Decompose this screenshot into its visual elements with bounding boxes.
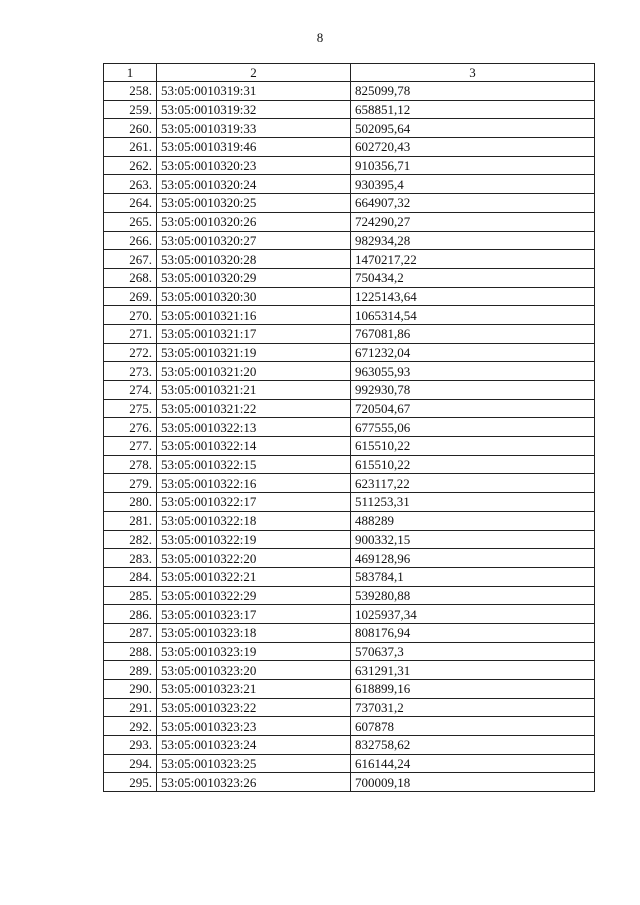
- row-number: 262.: [104, 156, 157, 175]
- table-row: [104, 773, 595, 792]
- row-number: 286.: [104, 605, 157, 624]
- cadastral-value: 700009,18: [351, 773, 595, 792]
- cadastral-value: 511253,31: [351, 493, 595, 512]
- cadastral-number: 53:05:0010321:17: [157, 324, 351, 343]
- cadastral-number: 53:05:0010322:18: [157, 511, 351, 530]
- table-row: [104, 717, 595, 736]
- cadastral-number: 53:05:0010319:33: [157, 119, 351, 138]
- cadastral-value: 825099,78: [351, 82, 595, 101]
- table-row: [104, 680, 595, 699]
- row-number: 273.: [104, 362, 157, 381]
- row-number: 292.: [104, 717, 157, 736]
- table-row: [104, 138, 595, 157]
- cadastral-number: 53:05:0010320:30: [157, 287, 351, 306]
- cadastral-number: 53:05:0010321:22: [157, 399, 351, 418]
- table-header: [104, 64, 595, 82]
- cadastral-value: 677555,06: [351, 418, 595, 437]
- cadastral-value: 963055,93: [351, 362, 595, 381]
- cadastral-value: 671232,04: [351, 343, 595, 362]
- cadastral-value: 631291,31: [351, 661, 595, 680]
- cadastral-number: 53:05:0010323:21: [157, 680, 351, 699]
- row-number: 271.: [104, 324, 157, 343]
- cadastral-value: 623117,22: [351, 474, 595, 493]
- table-row: [104, 530, 595, 549]
- row-number: 277.: [104, 437, 157, 456]
- table-row: [104, 231, 595, 250]
- table-row: [104, 418, 595, 437]
- table-row: [104, 567, 595, 586]
- cadastral-table: [103, 63, 595, 792]
- table-row: [104, 306, 595, 325]
- cadastral-value: 992930,78: [351, 381, 595, 400]
- row-number: 280.: [104, 493, 157, 512]
- cadastral-number: 53:05:0010322:20: [157, 549, 351, 568]
- row-number: 287.: [104, 623, 157, 642]
- cadastral-value: 615510,22: [351, 437, 595, 456]
- cadastral-number: 53:05:0010321:16: [157, 306, 351, 325]
- row-number: 272.: [104, 343, 157, 362]
- table-row: [104, 642, 595, 661]
- cadastral-number: 53:05:0010319:32: [157, 100, 351, 119]
- row-number: 279.: [104, 474, 157, 493]
- cadastral-value: 832758,62: [351, 736, 595, 755]
- table-row: [104, 511, 595, 530]
- row-number: 263.: [104, 175, 157, 194]
- cadastral-number: 53:05:0010323:24: [157, 736, 351, 755]
- cadastral-number: 53:05:0010321:19: [157, 343, 351, 362]
- table-row: [104, 362, 595, 381]
- cadastral-value: 616144,24: [351, 754, 595, 773]
- header-col-2: 2: [157, 64, 351, 82]
- row-number: 289.: [104, 661, 157, 680]
- table-row: [104, 119, 595, 138]
- table-row: [104, 736, 595, 755]
- table-row: [104, 661, 595, 680]
- row-number: 284.: [104, 567, 157, 586]
- cadastral-value: 737031,2: [351, 698, 595, 717]
- table-row: [104, 549, 595, 568]
- row-number: 258.: [104, 82, 157, 101]
- cadastral-value: 539280,88: [351, 586, 595, 605]
- row-number: 288.: [104, 642, 157, 661]
- row-number: 269.: [104, 287, 157, 306]
- cadastral-number: 53:05:0010320:26: [157, 212, 351, 231]
- cadastral-value: 570637,3: [351, 642, 595, 661]
- table-row: [104, 250, 595, 269]
- cadastral-value: 488289: [351, 511, 595, 530]
- cadastral-number: 53:05:0010322:19: [157, 530, 351, 549]
- cadastral-number: 53:05:0010323:18: [157, 623, 351, 642]
- row-number: 290.: [104, 680, 157, 699]
- cadastral-value: 808176,94: [351, 623, 595, 642]
- cadastral-value: 750434,2: [351, 268, 595, 287]
- cadastral-value: 658851,12: [351, 100, 595, 119]
- row-number: 268.: [104, 268, 157, 287]
- row-number: 276.: [104, 418, 157, 437]
- table-row: [104, 474, 595, 493]
- cadastral-value: 1025937,34: [351, 605, 595, 624]
- table-row: [104, 100, 595, 119]
- table-row: [104, 82, 595, 101]
- row-number: 275.: [104, 399, 157, 418]
- row-number: 295.: [104, 773, 157, 792]
- cadastral-value: 607878: [351, 717, 595, 736]
- cadastral-number: 53:05:0010323:25: [157, 754, 351, 773]
- cadastral-value: 1065314,54: [351, 306, 595, 325]
- cadastral-value: 1225143,64: [351, 287, 595, 306]
- cadastral-number: 53:05:0010323:19: [157, 642, 351, 661]
- row-number: 291.: [104, 698, 157, 717]
- table-row: [104, 586, 595, 605]
- cadastral-number: 53:05:0010320:27: [157, 231, 351, 250]
- row-number: 293.: [104, 736, 157, 755]
- cadastral-number: 53:05:0010323:26: [157, 773, 351, 792]
- table-row: [104, 268, 595, 287]
- cadastral-number: 53:05:0010320:23: [157, 156, 351, 175]
- cadastral-value: 982934,28: [351, 231, 595, 250]
- row-number: 283.: [104, 549, 157, 568]
- row-number: 274.: [104, 381, 157, 400]
- cadastral-value: 583784,1: [351, 567, 595, 586]
- cadastral-value: 664907,32: [351, 194, 595, 213]
- cadastral-number: 53:05:0010322:21: [157, 567, 351, 586]
- cadastral-number: 53:05:0010321:20: [157, 362, 351, 381]
- table-row: [104, 493, 595, 512]
- table-row: [104, 623, 595, 642]
- cadastral-value: 1470217,22: [351, 250, 595, 269]
- cadastral-number: 53:05:0010323:22: [157, 698, 351, 717]
- cadastral-number: 53:05:0010323:17: [157, 605, 351, 624]
- cadastral-value: 502095,64: [351, 119, 595, 138]
- table-body: [104, 82, 595, 792]
- header-col-3: 3: [351, 64, 595, 82]
- table-row: [104, 156, 595, 175]
- table-row: [104, 455, 595, 474]
- cadastral-number: 53:05:0010323:20: [157, 661, 351, 680]
- cadastral-number: 53:05:0010322:29: [157, 586, 351, 605]
- cadastral-value: 900332,15: [351, 530, 595, 549]
- cadastral-value: 930395,4: [351, 175, 595, 194]
- row-number: 266.: [104, 231, 157, 250]
- table-row: [104, 698, 595, 717]
- cadastral-number: 53:05:0010321:21: [157, 381, 351, 400]
- table-row: [104, 437, 595, 456]
- cadastral-value: 767081,86: [351, 324, 595, 343]
- cadastral-number: 53:05:0010320:28: [157, 250, 351, 269]
- row-number: 294.: [104, 754, 157, 773]
- table-row: [104, 194, 595, 213]
- cadastral-number: 53:05:0010320:29: [157, 268, 351, 287]
- row-number: 261.: [104, 138, 157, 157]
- row-number: 270.: [104, 306, 157, 325]
- cadastral-number: 53:05:0010319:46: [157, 138, 351, 157]
- page-number: 8: [316, 30, 324, 45]
- cadastral-number: 53:05:0010322:15: [157, 455, 351, 474]
- row-number: 260.: [104, 119, 157, 138]
- table-row: [104, 324, 595, 343]
- table-row: [104, 175, 595, 194]
- header-col-1: 1: [104, 64, 157, 82]
- row-number: 282.: [104, 530, 157, 549]
- table-row: [104, 605, 595, 624]
- cadastral-number: 53:05:0010320:25: [157, 194, 351, 213]
- row-number: 267.: [104, 250, 157, 269]
- cadastral-value: 618899,16: [351, 680, 595, 699]
- row-number: 285.: [104, 586, 157, 605]
- cadastral-number: 53:05:0010319:31: [157, 82, 351, 101]
- cadastral-number: 53:05:0010322:14: [157, 437, 351, 456]
- table-row: [104, 287, 595, 306]
- row-number: 264.: [104, 194, 157, 213]
- table-row: [104, 381, 595, 400]
- cadastral-value: 469128,96: [351, 549, 595, 568]
- row-number: 265.: [104, 212, 157, 231]
- table-row: [104, 399, 595, 418]
- cadastral-number: 53:05:0010322:17: [157, 493, 351, 512]
- cadastral-value: 602720,43: [351, 138, 595, 157]
- cadastral-number: 53:05:0010323:23: [157, 717, 351, 736]
- cadastral-value: 910356,71: [351, 156, 595, 175]
- row-number: 278.: [104, 455, 157, 474]
- row-number: 259.: [104, 100, 157, 119]
- cadastral-value: 720504,67: [351, 399, 595, 418]
- cadastral-value: 724290,27: [351, 212, 595, 231]
- table-row: [104, 754, 595, 773]
- cadastral-number: 53:05:0010322:16: [157, 474, 351, 493]
- cadastral-number: 53:05:0010322:13: [157, 418, 351, 437]
- header-row: [104, 64, 595, 82]
- table-row: [104, 212, 595, 231]
- row-number: 281.: [104, 511, 157, 530]
- cadastral-number: 53:05:0010320:24: [157, 175, 351, 194]
- cadastral-value: 615510,22: [351, 455, 595, 474]
- table-row: [104, 343, 595, 362]
